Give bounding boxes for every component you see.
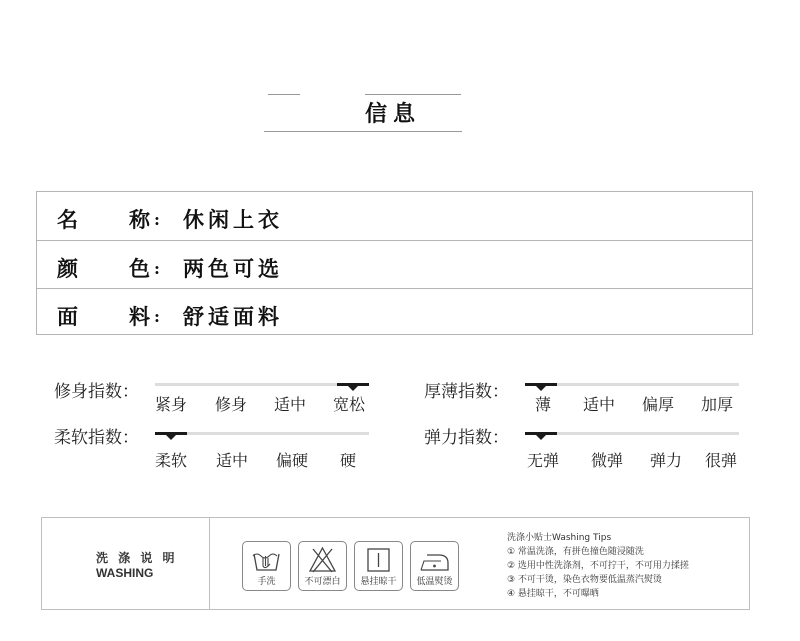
info-row-name	[37, 192, 752, 240]
washing-instructions	[41, 517, 750, 610]
scale-option: 很弹	[705, 453, 738, 470]
tips-heading: 洗涤小贴士Washing Tips	[507, 533, 612, 543]
scale-option: 适中	[216, 453, 249, 470]
info-row-fabric	[37, 288, 752, 336]
title-line-right	[365, 94, 461, 95]
scale-option: 修身	[215, 397, 248, 414]
scale-track	[525, 432, 739, 435]
wash-icon-label: 悬挂晾干	[360, 577, 397, 587]
info-row-color	[37, 240, 752, 288]
hang-dry-icon	[354, 541, 403, 591]
scale-label: 修身指数：	[54, 382, 139, 401]
scale-label: 厚薄指数：	[424, 382, 509, 401]
tips-item: ② 选用中性洗涤剂，不可拧干，不可用力揉搓	[507, 561, 689, 571]
scale-option: 微弹	[591, 453, 624, 470]
washing-title-cn: 洗 涤 说 明	[96, 551, 178, 565]
scale-option: 宽松	[333, 397, 366, 414]
hand-wash-icon	[242, 541, 291, 591]
scale-option: 硬	[340, 453, 357, 470]
scale-option: 柔软	[155, 453, 188, 470]
scale-marker	[166, 435, 176, 440]
no-bleach-icon	[298, 541, 347, 591]
info-value: 休闲上衣	[183, 207, 283, 232]
scale-marker	[536, 386, 546, 391]
info-key-char1: 面	[57, 304, 78, 329]
tips-item: ④ 悬挂晾干，不可曝晒	[507, 589, 599, 599]
info-value: 两色可选	[183, 256, 283, 281]
info-key-char2: 色	[129, 256, 150, 281]
scale-marker	[348, 386, 358, 391]
scale-option: 加厚	[701, 397, 734, 414]
scale-option: 适中	[274, 397, 307, 414]
scale-option: 紧身	[155, 397, 188, 414]
washing-title-en: WASHING	[96, 566, 154, 580]
wash-icon-label: 低温熨烫	[416, 577, 453, 587]
info-value: 舒适面料	[183, 304, 283, 329]
scale-option: 弹力	[650, 453, 683, 470]
wash-icon-label: 不可漂白	[304, 577, 341, 587]
wash-icon-label: 手洗	[257, 577, 276, 587]
tips-item: ③ 不可干烫，染色衣物要低温蒸汽熨烫	[507, 575, 662, 585]
info-colon: :	[154, 210, 160, 229]
tips-item: ① 常温洗涤，有拼色撞色随浸随洗	[507, 547, 644, 557]
scale-option: 适中	[583, 397, 616, 414]
low-iron-icon	[410, 541, 459, 591]
info-key-char1: 名	[57, 207, 78, 232]
scale-label: 弹力指数：	[424, 428, 509, 447]
scale-option: 偏厚	[642, 397, 675, 414]
scale-option: 薄	[535, 397, 552, 414]
info-colon: :	[154, 259, 160, 278]
info-key-char2: 料	[129, 304, 150, 329]
scale-marker	[536, 435, 546, 440]
info-colon: :	[154, 307, 160, 326]
section-title: 信息	[365, 101, 422, 127]
scale-option: 偏硬	[276, 453, 309, 470]
info-key-char2: 称	[129, 207, 150, 232]
scale-option: 无弹	[527, 453, 560, 470]
scale-track	[525, 383, 739, 386]
info-key-char1: 颜	[57, 256, 78, 281]
washing-divider	[209, 518, 210, 609]
scale-track	[155, 432, 369, 435]
product-info-table	[36, 191, 753, 335]
scale-label: 柔软指数：	[54, 428, 139, 447]
title-line-left	[268, 94, 300, 95]
washing-tips	[507, 531, 689, 601]
title-underline	[264, 131, 462, 132]
